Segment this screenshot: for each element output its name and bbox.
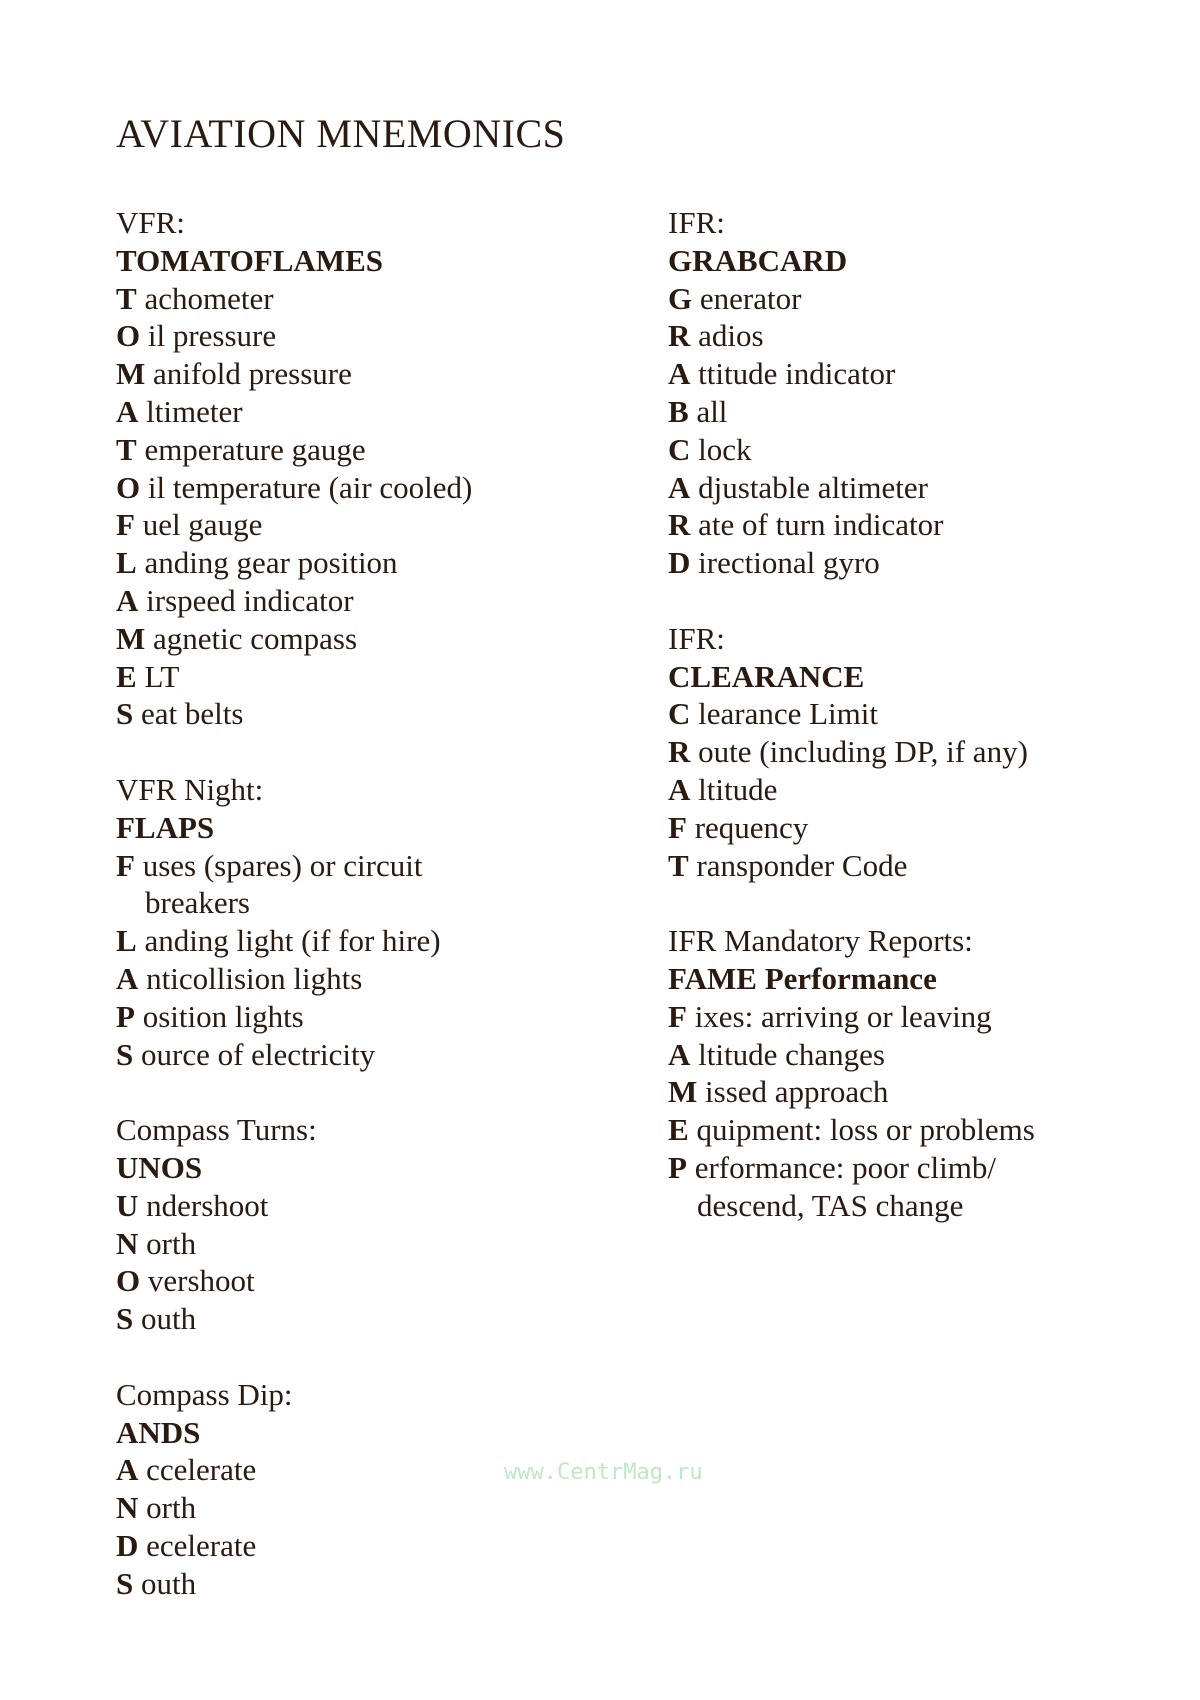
- item-text: nticollision lights: [146, 960, 363, 996]
- mnemonic-item: [668, 1111, 1035, 1149]
- item-letter: G: [668, 280, 693, 316]
- item-text: quipment: loss or problems: [696, 1112, 1035, 1148]
- item-text: djustable altimeter: [698, 469, 928, 505]
- item-letter: T: [116, 280, 137, 316]
- item-text: lock: [698, 431, 752, 467]
- item-text: enerator: [699, 280, 802, 316]
- item-letter: O: [116, 318, 141, 354]
- mnemonic-item: [668, 469, 1035, 507]
- item-letter: C: [668, 696, 691, 732]
- mnemonic-item: [668, 431, 1035, 469]
- item-text: osition lights: [142, 998, 304, 1034]
- group-label: IFR Mandatory Reports:: [668, 923, 973, 959]
- item-letter: B: [668, 393, 689, 429]
- item-letter: U: [116, 1187, 139, 1223]
- mnemonic-group: [116, 204, 472, 733]
- item-text: ndershoot: [146, 1187, 269, 1223]
- mnemonic-item: [116, 1262, 472, 1300]
- item-letter: P: [116, 998, 135, 1034]
- item-letter: A: [116, 1452, 139, 1488]
- mnemonic-item: [668, 1036, 1035, 1074]
- mnemonic-group: [116, 1111, 472, 1338]
- mnemonic-item: [668, 695, 1035, 733]
- item-text: ccelerate: [146, 1452, 257, 1488]
- item-letter: M: [668, 1074, 698, 1110]
- mnemonic-word: ANDS: [116, 1414, 201, 1450]
- item-letter: T: [668, 847, 689, 883]
- item-text: achometer: [144, 280, 274, 316]
- item-text: LT: [144, 658, 180, 694]
- item-letter: F: [116, 847, 135, 883]
- item-continuation: breakers: [145, 885, 250, 921]
- mnemonic-word: UNOS: [116, 1149, 203, 1185]
- mnemonic-item: [116, 998, 472, 1036]
- mnemonic-item: [116, 658, 472, 696]
- mnemonic-item: [116, 1527, 472, 1565]
- item-letter: A: [116, 582, 139, 618]
- item-letter: A: [668, 771, 691, 807]
- left-column: [116, 204, 472, 1640]
- mnemonic-group: [668, 620, 1035, 885]
- mnemonic-item: [116, 355, 472, 393]
- mnemonic-word: CLEARANCE: [668, 658, 865, 694]
- item-letter: A: [116, 960, 139, 996]
- mnemonic-item: [668, 355, 1035, 393]
- item-text: uel gauge: [142, 507, 263, 543]
- mnemonic-item: [116, 1187, 472, 1225]
- item-text: il pressure: [147, 318, 277, 354]
- group-label: VFR:: [116, 205, 185, 240]
- item-letter: F: [668, 998, 687, 1034]
- mnemonic-item: [116, 506, 472, 544]
- item-letter: E: [668, 1112, 689, 1148]
- item-text: ecelerate: [146, 1527, 257, 1563]
- group-label: Compass Turns:: [116, 1112, 317, 1148]
- group-label: VFR Night:: [116, 771, 264, 807]
- mnemonic-item: [668, 317, 1035, 355]
- item-letter: R: [668, 734, 691, 770]
- mnemonic-item: [668, 544, 1035, 582]
- mnemonic-word: TOMATOFLAMES: [116, 242, 383, 278]
- mnemonic-item: [668, 280, 1035, 318]
- item-letter: D: [116, 1527, 139, 1563]
- mnemonic-item: [116, 317, 472, 355]
- mnemonic-item: [668, 393, 1035, 431]
- mnemonic-item: [116, 922, 472, 960]
- mnemonic-item: [668, 809, 1035, 847]
- mnemonic-item: [668, 506, 1035, 544]
- item-continuation: descend, TAS change: [697, 1187, 964, 1223]
- item-text: orth: [146, 1490, 197, 1526]
- mnemonic-item: [116, 280, 472, 318]
- item-letter: O: [116, 1263, 141, 1299]
- item-letter: D: [668, 545, 691, 581]
- mnemonic-item: [668, 1149, 1035, 1187]
- mnemonic-item: [116, 582, 472, 620]
- mnemonic-item: [116, 1565, 472, 1603]
- item-text: anding light (if for hire): [144, 923, 441, 959]
- item-text: ate of turn indicator: [698, 507, 944, 543]
- item-text: issed approach: [705, 1074, 889, 1110]
- mnemonic-item: [116, 1489, 472, 1527]
- mnemonic-item: [668, 771, 1035, 809]
- item-letter: T: [116, 431, 137, 467]
- group-label: IFR:: [668, 205, 725, 240]
- item-letter: F: [116, 507, 135, 543]
- item-text: anifold pressure: [153, 356, 352, 392]
- item-letter: S: [116, 1301, 134, 1337]
- item-text: irspeed indicator: [146, 582, 354, 618]
- right-column: [668, 204, 1035, 1262]
- item-text: il temperature (air cooled): [147, 469, 473, 505]
- item-text: ltitude: [698, 771, 778, 807]
- page-title: AVIATION MNEMONICS: [116, 111, 566, 156]
- item-letter: S: [116, 696, 134, 732]
- mnemonic-item: [116, 847, 472, 885]
- watermark: www.CentrMag.ru: [504, 1460, 703, 1485]
- mnemonic-item: [116, 620, 472, 658]
- item-letter: A: [668, 1036, 691, 1072]
- item-letter: E: [116, 658, 137, 694]
- item-text: oute (including DP, if any): [698, 734, 1028, 770]
- mnemonic-item: [668, 1073, 1035, 1111]
- item-text: ixes: arriving or leaving: [694, 998, 992, 1034]
- mnemonic-item: [116, 1300, 472, 1338]
- item-text: learance Limit: [698, 696, 879, 732]
- mnemonic-item: [116, 469, 472, 507]
- mnemonic-item: [116, 544, 472, 582]
- item-letter: S: [116, 1565, 134, 1601]
- mnemonic-group: [116, 1376, 472, 1603]
- mnemonic-word: FLAPS: [116, 809, 215, 845]
- mnemonic-item: [116, 1225, 472, 1263]
- item-text: erformance: poor climb/: [694, 1149, 996, 1185]
- item-text: outh: [141, 1301, 197, 1337]
- item-text: ttitude indicator: [698, 356, 896, 392]
- mnemonic-group: [668, 204, 1035, 582]
- item-text: agnetic compass: [153, 620, 358, 656]
- item-letter: L: [116, 923, 137, 959]
- item-text: ltitude changes: [698, 1036, 885, 1072]
- item-text: outh: [141, 1565, 197, 1601]
- item-letter: F: [668, 809, 687, 845]
- mnemonic-item: [116, 1451, 472, 1489]
- item-letter: S: [116, 1036, 134, 1072]
- item-letter: C: [668, 431, 691, 467]
- mnemonic-item: [116, 431, 472, 469]
- item-text: irectional gyro: [698, 545, 880, 581]
- item-text: eat belts: [141, 696, 244, 732]
- item-text: anding gear position: [144, 545, 398, 581]
- mnemonic-item: [116, 695, 472, 733]
- group-label: IFR:: [668, 620, 725, 656]
- mnemonic-group: [668, 922, 1035, 1224]
- mnemonic-word: FAME Performance: [668, 960, 937, 996]
- item-letter: R: [668, 507, 691, 543]
- item-letter: P: [668, 1149, 687, 1185]
- item-text: all: [696, 393, 728, 429]
- item-letter: A: [116, 393, 139, 429]
- mnemonic-item: [116, 1036, 472, 1074]
- mnemonic-item: [668, 733, 1035, 771]
- item-text: ltimeter: [146, 393, 243, 429]
- item-text: ource of electricity: [141, 1036, 376, 1072]
- item-text: adios: [698, 318, 764, 354]
- item-letter: N: [116, 1225, 139, 1261]
- item-letter: A: [668, 469, 691, 505]
- item-letter: O: [116, 469, 141, 505]
- item-letter: N: [116, 1490, 139, 1526]
- item-letter: M: [116, 620, 146, 656]
- item-text: requency: [694, 809, 809, 845]
- item-letter: R: [668, 318, 691, 354]
- item-letter: A: [668, 356, 691, 392]
- item-text: ransponder Code: [696, 847, 908, 883]
- item-letter: L: [116, 545, 137, 581]
- item-text: vershoot: [147, 1263, 255, 1299]
- item-letter: M: [116, 356, 146, 392]
- mnemonic-item: [116, 393, 472, 431]
- item-text: uses (spares) or circuit: [142, 847, 423, 883]
- mnemonic-item: [116, 960, 472, 998]
- item-text: orth: [146, 1225, 197, 1261]
- mnemonic-item: [668, 998, 1035, 1036]
- group-label: Compass Dip:: [116, 1376, 293, 1412]
- item-text: emperature gauge: [144, 431, 366, 467]
- mnemonic-item: [668, 847, 1035, 885]
- mnemonic-word: GRABCARD: [668, 242, 848, 278]
- mnemonic-group: [116, 771, 472, 1073]
